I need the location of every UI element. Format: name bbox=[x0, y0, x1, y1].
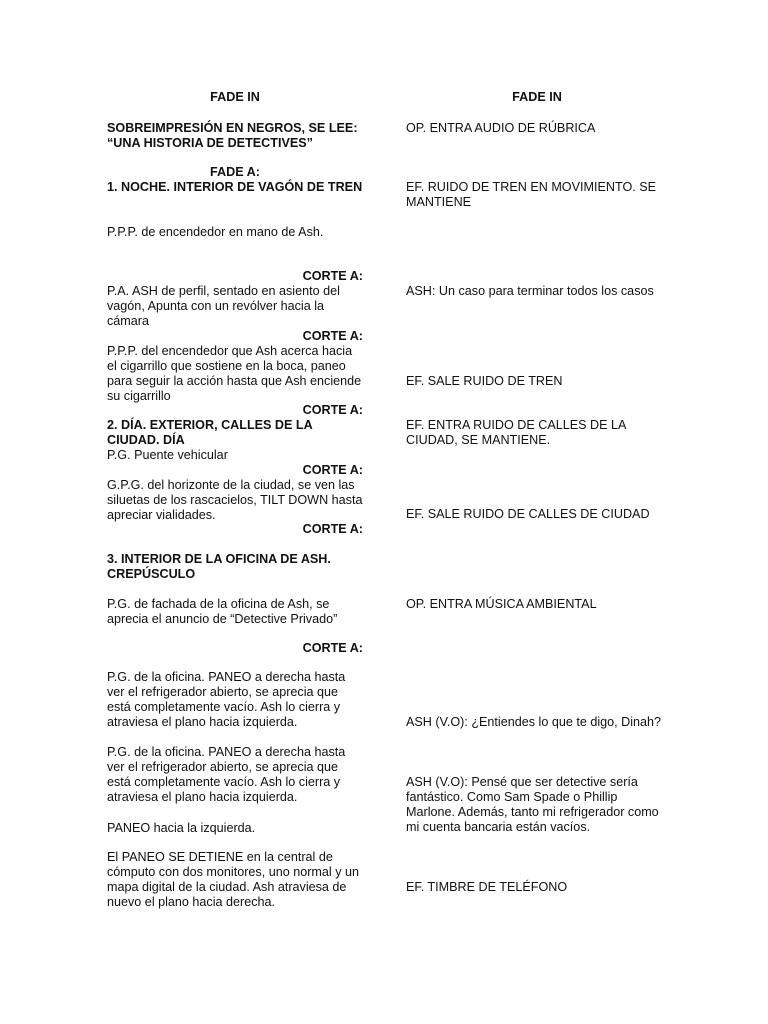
fade-a-transition: FADE A: bbox=[210, 165, 260, 179]
scene-heading-1: 1. NOCHE. INTERIOR DE VAGÓN DE TREN bbox=[107, 180, 363, 194]
corte-a-transition: CORTE A: bbox=[302, 269, 363, 283]
shot-ppp-cigarette: P.P.P. del encendedor que Ash acerca hacia el cigarrillo que sostiene en la boca, paneo para seguir la acción hasta que Ash enciende su cigarrillo bbox=[107, 344, 362, 403]
audio-city-noise: EF. ENTRA RUIDO DE CALLES DE LA CIUDAD, SE MANTIENE. bbox=[406, 418, 626, 447]
audio-ambient-music: OP. ENTRA MÚSICA AMBIENTAL bbox=[406, 597, 597, 611]
corte-a-transition: CORTE A: bbox=[302, 641, 363, 655]
scene-heading-2: 2. DÍA. EXTERIOR, CALLES DE LA CIUDAD. DÍA bbox=[107, 418, 313, 447]
left-fade-in-heading: FADE IN bbox=[210, 90, 260, 104]
corte-a-transition: CORTE A: bbox=[302, 522, 363, 536]
shot-pa-ash: P.A. ASH de perfil, sentado en asiento del vagón, Apunta con un revólver hacia la cámara bbox=[107, 284, 340, 328]
superimposition-text: SOBREIMPRESIÓN EN NEGROS, SE LEE: “UNA HISTORIA DE DETECTIVES” bbox=[107, 121, 358, 150]
audio-opening-theme: OP. ENTRA AUDIO DE RÚBRICA bbox=[406, 121, 596, 135]
scene-heading-3: 3. INTERIOR DE LA OFICINA DE ASH. CREPÚSCULO bbox=[107, 552, 331, 581]
shot-pg-bridge: P.G. Puente vehicular bbox=[107, 448, 228, 462]
shot-pg-office-repeat: P.G. de la oficina. PANEO a derecha hasta ver el refrigerador abierto, se aprecia que está completamente vacío. Ash lo cierra y atraviesa el plano hacia izquierda. bbox=[107, 745, 346, 804]
shot-pg-facade: P.G. de fachada de la oficina de Ash, se aprecia el anuncio de “Detective Privado” bbox=[107, 597, 338, 626]
corte-a-transition: CORTE A: bbox=[302, 463, 363, 477]
dialogue-ash-detective: ASH (V.O): Pensé que ser detective sería fantástico. Como Sam Spade o Phillip Marlone. Además, tanto mi refrigerador como mi cuenta bancaria están vacíos. bbox=[406, 775, 659, 834]
dialogue-ash-case: ASH: Un caso para terminar todos los casos bbox=[406, 284, 654, 298]
shot-pg-office: P.G. de la oficina. PANEO a derecha hasta ver el refrigerador abierto, se aprecia que está completamente vacío. Ash lo cierra y atraviesa el plano hacia izquierda. bbox=[107, 670, 346, 729]
corte-a-transition: CORTE A: bbox=[302, 403, 363, 417]
corte-a-transition: CORTE A: bbox=[302, 329, 363, 343]
shot-pan-stops: El PANEO SE DETIENE en la central de cómputo con dos monitores, uno normal y un mapa digital de la ciudad. Ash atraviesa de nuevo el plano hacia derecha. bbox=[107, 850, 360, 909]
shot-ppp-lighter: P.P.P. de encendedor en mano de Ash. bbox=[107, 225, 324, 239]
right-fade-in-heading: FADE IN bbox=[512, 90, 562, 104]
audio-train-out: EF. SALE RUIDO DE TREN bbox=[406, 374, 563, 388]
shot-gpg-skyline: G.P.G. del horizonte de la ciudad, se ven las siluetas de los rascacielos, TILT DOWN hasta apreciar vialidades. bbox=[107, 478, 363, 522]
audio-train-noise: EF. RUIDO DE TREN EN MOVIMIENTO. SE MANTIENE bbox=[406, 180, 657, 209]
dialogue-ash-dinah: ASH (V.O): ¿Entiendes lo que te digo, Dinah? bbox=[406, 715, 662, 729]
audio-city-out: EF. SALE RUIDO DE CALLES DE CIUDAD bbox=[406, 507, 650, 521]
shot-pan-left: PANEO hacia la izquierda. bbox=[107, 821, 256, 835]
audio-phone-ring: EF. TIMBRE DE TELÉFONO bbox=[406, 880, 568, 894]
